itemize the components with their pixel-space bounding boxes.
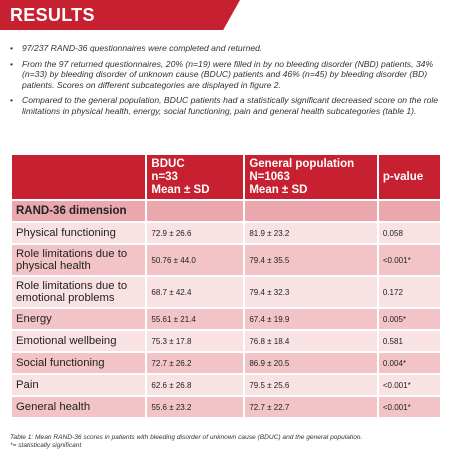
row-label: Pain <box>12 375 145 395</box>
table-row <box>12 245 440 275</box>
table-row <box>12 331 440 351</box>
header-general-population <box>245 155 377 199</box>
row-label: General health <box>12 397 145 417</box>
section-title: RESULTS <box>10 5 95 25</box>
general-value: 67.4 ± 19.9 <box>245 309 377 329</box>
bullet-text: Compared to the general population, BDUC patients had a statistically significant decreased score on the role limitations in physical health, energy, social functioning, pain and general health subcategories (table 1). <box>22 95 439 116</box>
bduc-value: 68.7 ± 42.4 <box>147 277 243 307</box>
bullet-dot-icon: • <box>10 95 14 106</box>
bduc-value: 50.76 ± 44.0 <box>147 245 243 275</box>
header-line: BDUC <box>151 157 185 170</box>
table-row <box>12 375 440 395</box>
p-value: <0.001* <box>379 375 440 395</box>
table-row <box>12 397 440 417</box>
bduc-value: 55.61 ± 21.4 <box>147 309 243 329</box>
row-label: Physical functioning <box>12 223 145 243</box>
header-blank-cell <box>12 155 145 199</box>
table-row <box>12 223 440 243</box>
general-value: 81.9 ± 23.2 <box>245 223 377 243</box>
row-label: Energy <box>12 309 145 329</box>
general-value: 79.4 ± 32.3 <box>245 277 377 307</box>
table-header-row <box>12 155 440 199</box>
bullet-item <box>10 95 458 116</box>
p-value: 0.005* <box>379 309 440 329</box>
p-value: <0.001* <box>379 245 440 275</box>
bullet-dot-icon: • <box>10 58 14 69</box>
dimension-label: RAND-36 dimension <box>12 201 145 221</box>
general-value: 72.7 ± 22.7 <box>245 397 377 417</box>
bduc-value: 75.3 ± 17.8 <box>147 331 243 351</box>
p-value: 0.172 <box>379 277 440 307</box>
row-label: Social functioning <box>12 353 145 373</box>
row-label: Role limitations due to emotional problems <box>12 277 145 307</box>
header-line: p-value <box>382 170 424 183</box>
bullet-item <box>10 59 458 91</box>
bduc-value: 55.6 ± 23.2 <box>147 397 243 417</box>
header-line: Mean ± SD <box>249 183 308 196</box>
header-line: General population <box>249 157 355 170</box>
dimension-blank-cell <box>147 201 243 221</box>
bullet-list <box>10 43 458 122</box>
bduc-value: 62.6 ± 26.8 <box>147 375 243 395</box>
p-value: <0.001* <box>379 397 440 417</box>
header-line: n=33 <box>151 170 178 183</box>
bullet-text: 97/237 RAND-36 questionnaires were completed and returned. <box>22 43 263 53</box>
dimension-blank-cell <box>245 201 377 221</box>
bduc-value: 72.7 ± 26.2 <box>147 353 243 373</box>
table-row <box>12 353 440 373</box>
table-row <box>12 309 440 329</box>
header-p-value <box>379 155 440 199</box>
table-row <box>12 277 440 307</box>
p-value: 0.581 <box>379 331 440 351</box>
table-caption <box>10 434 460 451</box>
bullet-text: From the 97 returned questionnaires, 20% (n=19) were filled in by no bleeding disorder (NBD) patients, 34% (n=33) by bleeding disorder of unknown cause (BDUC) patients and 46% (n=45) by bleeding disorder (BD) patients. Scores on different subcategories are displayed in figure 2. <box>22 58 434 90</box>
rand36-table <box>10 153 442 419</box>
general-value: 79.5 ± 25.6 <box>245 375 377 395</box>
header-line: Mean ± SD <box>151 183 210 196</box>
dimension-blank-cell <box>379 201 440 221</box>
row-label: Emotional wellbeing <box>12 331 145 351</box>
general-value: 79.4 ± 35.5 <box>245 245 377 275</box>
caption-footnote: *= statistically significant <box>10 442 82 450</box>
general-value: 86.9 ± 20.5 <box>245 353 377 373</box>
general-value: 76.8 ± 18.4 <box>245 331 377 351</box>
bullet-item <box>10 43 458 54</box>
p-value: 0.058 <box>379 223 440 243</box>
p-value: 0.004* <box>379 353 440 373</box>
header-line: N=1063 <box>249 170 290 183</box>
header-bduc <box>147 155 243 199</box>
caption-line: Table 1: Mean RAND-36 scores in patients with bleeding disorder of unknown cause (BDUC) and the general population. <box>10 434 363 441</box>
bullet-dot-icon: • <box>10 43 14 53</box>
dimension-row <box>12 201 440 221</box>
row-label: Role limitations due to physical health <box>12 245 145 275</box>
bduc-value: 72.9 ± 26.6 <box>147 223 243 243</box>
